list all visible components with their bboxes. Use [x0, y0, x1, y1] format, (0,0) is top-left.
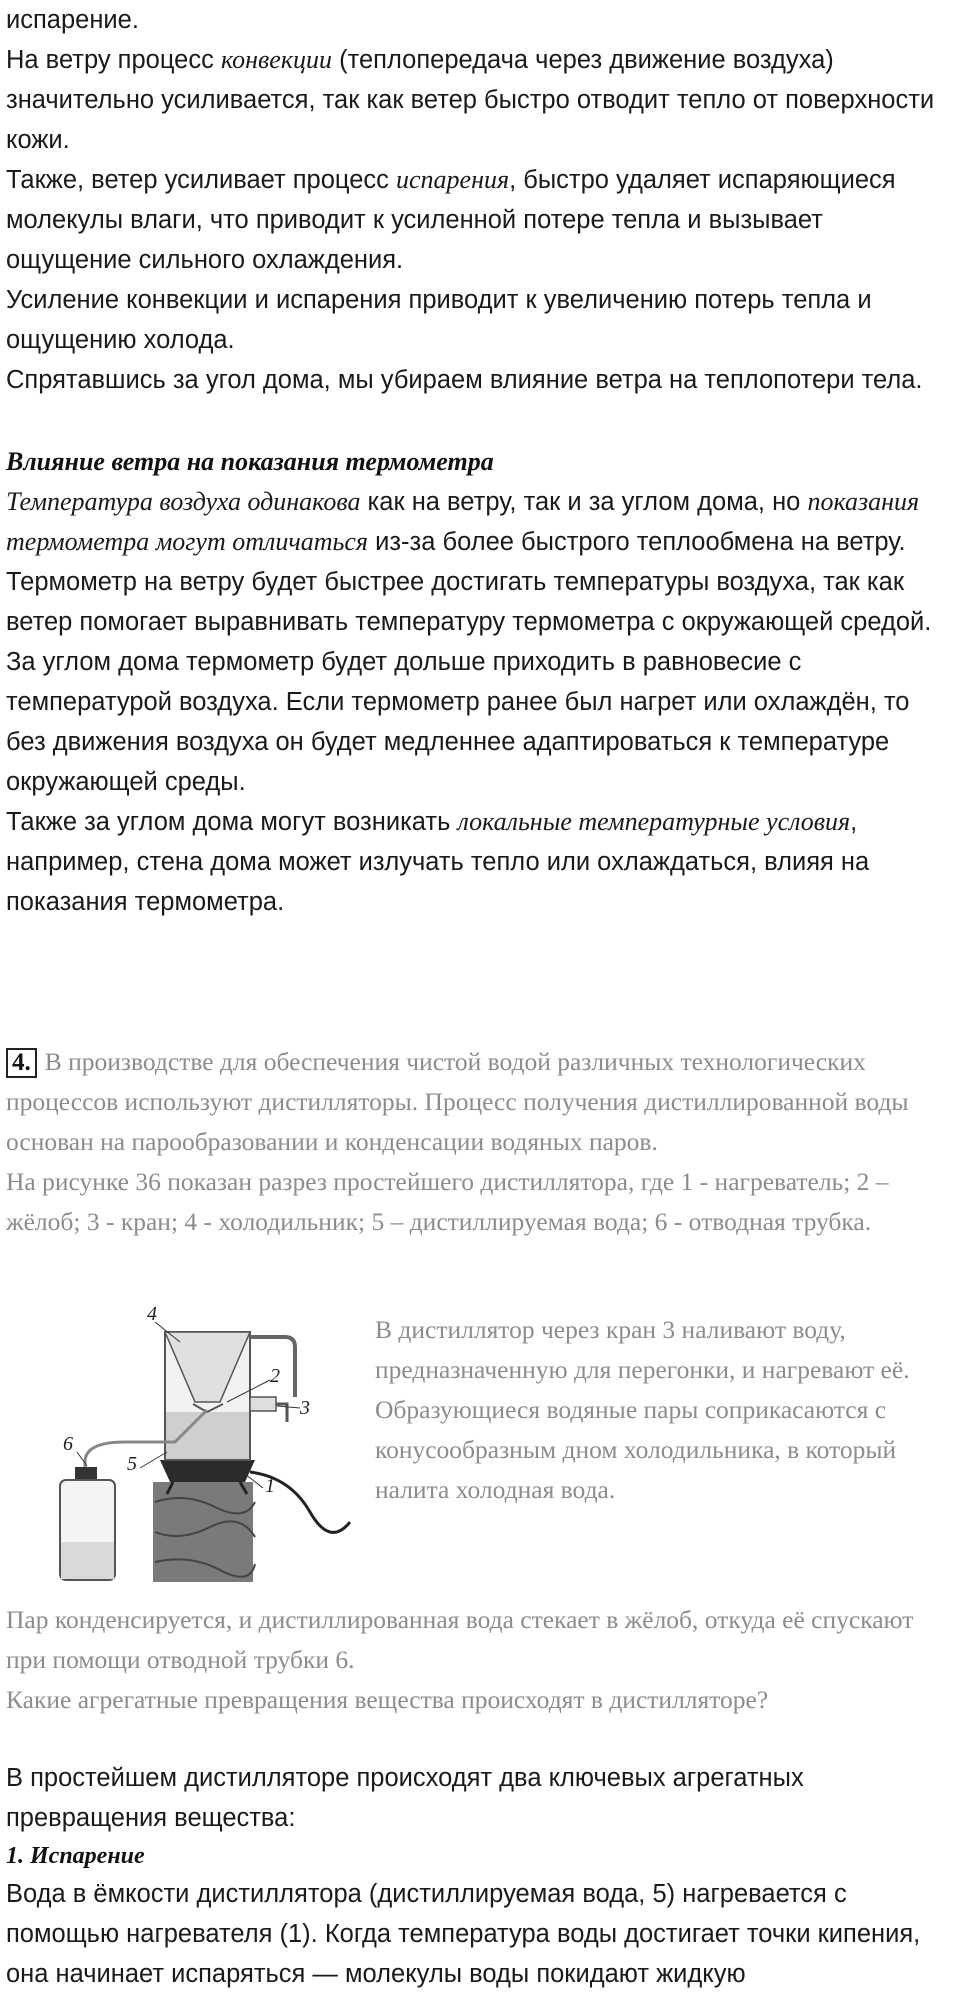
paragraph: Также, ветер усиливает процесс испарения, быстро удаляет испаряющиеся молекулы влаги, что приводит к усиленной потере тепла и вызывает ощущение сильного охлаждения. — [6, 165, 896, 274]
paragraph: Термометр на ветру будет быстрее достигать температуры воздуха, так как ветер помогает выравнивать температуру термометра с окружающей средой. — [6, 568, 932, 636]
figure-label: 1 — [265, 1475, 275, 1497]
paragraph: испарение. — [6, 6, 139, 34]
figure-label: 2 — [270, 1365, 280, 1387]
task-number: 4. — [6, 1048, 37, 1078]
paragraph: Также за углом дома могут возникать локальные температурные условия, например, стена дома может излучать тепло или охлаждаться, влияя на показания термометра. — [6, 807, 870, 916]
paragraph: Вода в ёмкости дистиллятора (дистиллируемая вода, 5) нагревается с помощью нагревателя (1). Когда температура воды достигает точки кипения, она начинает испаряться — молекулы воды покидают жидкую — [6, 1880, 921, 1988]
task-4-continued — [6, 1600, 950, 1720]
figure-label: 3 — [300, 1397, 310, 1419]
task-4 — [6, 1042, 950, 1242]
figure-label: 5 — [127, 1453, 137, 1475]
section-heading: Влияние ветра на показания термометра — [6, 447, 494, 476]
task-statement: 4. В производстве для обеспечения чистой водой различных технологических процессов используют дистилляторы. Процесс получения дистиллированной воды основан на парообразовании и конденсации водяных паров. — [6, 1047, 909, 1156]
bottle-cap — [75, 1467, 97, 1481]
tap — [250, 1397, 276, 1411]
subheading: 1. Испарение — [6, 1843, 145, 1869]
paragraph: В простейшем дистилляторе происходят два ключевых агрегатных превращения вещества: — [6, 1764, 804, 1832]
paragraph: Пар конденсируется, и дистиллированная вода стекает в жёлоб, откуда её спускают при помощи отводной трубки 6. — [6, 1605, 914, 1674]
paragraph: На ветру процесс конвекции (теплопередача через движение воздуха) значительно усиливается, так как ветер быстро отводит тепло от поверхности кожи. — [6, 45, 935, 154]
section-wind-effect — [6, 0, 950, 400]
figure-label: 6 — [63, 1433, 73, 1455]
paragraph: В дистиллятор через кран 3 наливают воду, предназначенную для перегонки, и нагревают её. Образующиеся водяные пары соприкасаются с конусообразным дном холодильника, в который налита холодная вода. — [375, 1315, 910, 1504]
paragraph: За углом дома термометр будет дольше приходить в равновесие с температурой воздуха. Если термометр ранее был нагрет или охлаждён, то без движения воздуха он будет медленнее адаптироваться к температуре окружающей среды. — [6, 648, 910, 796]
answer — [6, 1758, 950, 1994]
heater — [160, 1460, 255, 1482]
distiller-figure — [55, 1302, 355, 1592]
paragraph: Усиление конвекции и испарения приводит к увеличению потерь тепла и ощущению холода. — [6, 286, 872, 354]
figure-side-text — [375, 1310, 955, 1510]
paragraph: Спрятавшись за угол дома, мы убираем влияние ветра на теплопотери тела. — [6, 366, 923, 394]
section-thermometer — [6, 442, 950, 922]
task-figure-caption: На рисунке 36 показан разрез простейшего дистиллятора, где 1 - нагреватель; 2 – жёлоб; 3 - кран; 4 - холодильник; 5 – дистиллируемая вода; 6 - отводная трубка. — [6, 1167, 889, 1236]
task-question: Какие агрегатные превращения вещества происходят в дистилляторе? — [6, 1685, 769, 1714]
figure-label: 4 — [147, 1303, 157, 1325]
paragraph: Температура воздуха одинакова как на ветру, так и за углом дома, но показания термометра могут отличаться из-за более быстрого теплообмена на ветру. — [6, 487, 920, 556]
wooden-stand — [153, 1482, 253, 1582]
distiller-illustration — [55, 1302, 355, 1592]
